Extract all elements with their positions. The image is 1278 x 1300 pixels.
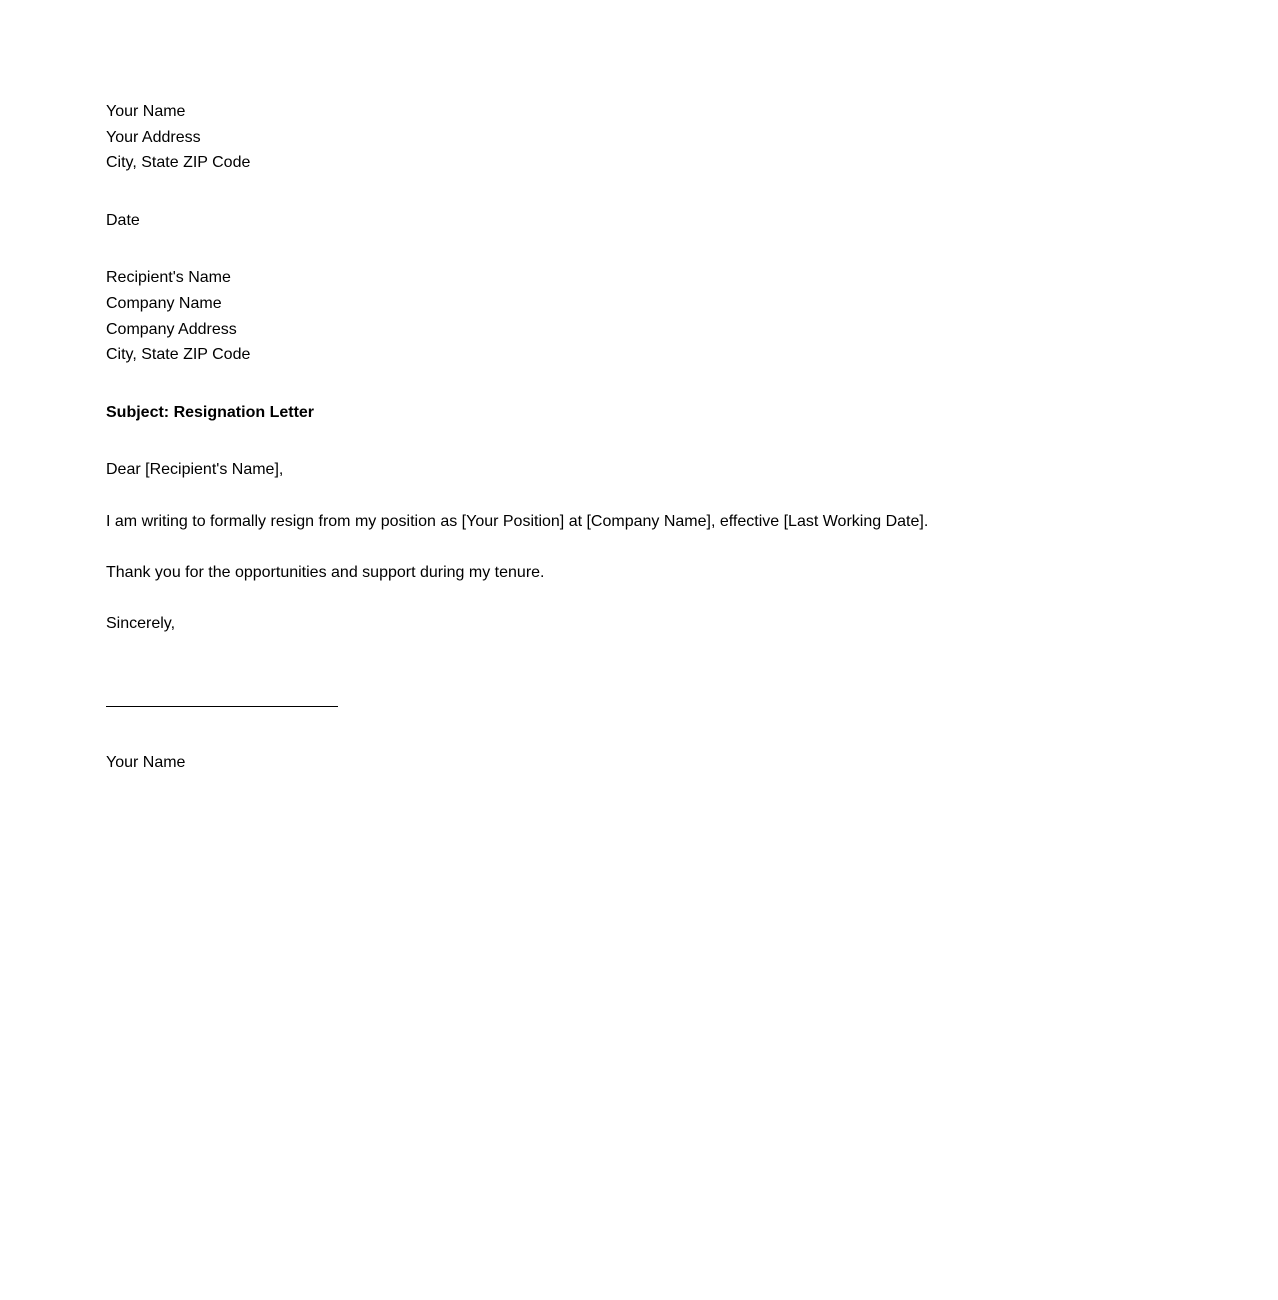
recipient-city-state-zip: City, State ZIP Code — [106, 346, 251, 363]
recipient-company: Company Name — [106, 295, 222, 312]
subject-line: Subject: Resignation Letter — [106, 404, 315, 421]
body-paragraph-1: I am writing to formally resign from my position as [Your Position] at [Company Name], effective [Last Working Date]. — [106, 513, 929, 530]
recipient-company-address: Company Address — [106, 321, 237, 338]
sender-address: Your Address — [106, 129, 201, 146]
letter-date: Date — [106, 212, 140, 229]
closing: Sincerely, — [106, 615, 176, 632]
signature-line — [106, 706, 338, 707]
salutation: Dear [Recipient's Name], — [106, 461, 284, 478]
body-paragraph-2: Thank you for the opportunities and support during my tenure. — [106, 564, 545, 581]
sender-city-state-zip: City, State ZIP Code — [106, 154, 251, 171]
signature-name: Your Name — [106, 754, 186, 771]
recipient-name: Recipient's Name — [106, 269, 231, 286]
sender-name: Your Name — [106, 103, 186, 120]
